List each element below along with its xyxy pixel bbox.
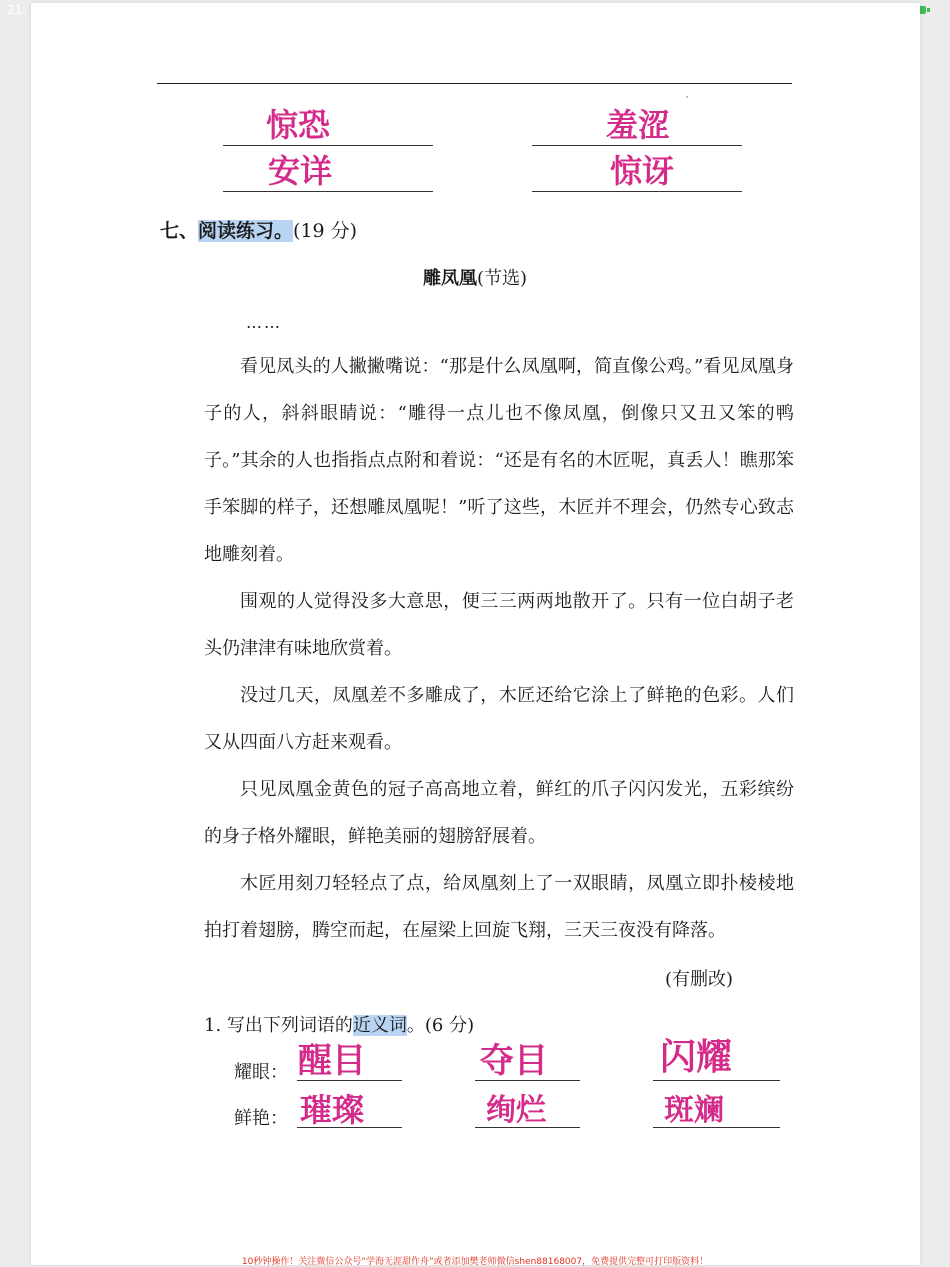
answer-line-top-1 bbox=[223, 145, 433, 146]
answer-line-row2-2 bbox=[475, 1127, 580, 1128]
answer-row2-1: 璀璨 bbox=[300, 1091, 365, 1129]
answer-line-row1-3 bbox=[653, 1080, 780, 1081]
answer-line-row2-3 bbox=[653, 1127, 780, 1128]
section-score: (19 分) bbox=[293, 220, 358, 242]
section-title-highlight: 阅读练习。 bbox=[198, 220, 294, 242]
story-body bbox=[204, 343, 794, 954]
story-paragraph: 围观的人觉得没多大意思，便三三两两地散开了。只有一位白胡子老头仍津津有味地欣赏着。 bbox=[204, 591, 794, 659]
answer-row1-2: 夺目 bbox=[480, 1041, 548, 1081]
story-paragraph: 没过几天，凤凰差不多雕成了，木匠还给它涂上了鲜艳的色彩。人们又从四面八方赶来观看。 bbox=[204, 685, 794, 753]
section-number: 七、 bbox=[160, 220, 199, 242]
question-1-highlight: 近义词 bbox=[352, 1015, 407, 1036]
source-note: (有删改) bbox=[665, 969, 734, 990]
answer-line-top-4 bbox=[532, 191, 742, 192]
question-1 bbox=[204, 1011, 474, 1037]
word-label-2: 鲜艳： bbox=[234, 1108, 288, 1129]
answer-top-2: 羞涩 bbox=[606, 106, 671, 144]
status-time: 21: bbox=[7, 3, 27, 17]
answer-row2-3: 斑斓 bbox=[664, 1093, 724, 1128]
question-1-suffix: 。(6 分) bbox=[406, 1015, 475, 1036]
answer-line-top-3 bbox=[223, 191, 433, 192]
stray-mark bbox=[686, 96, 688, 98]
story-title-main: 雕凤凰 bbox=[422, 268, 477, 289]
story-title-sub: (节选) bbox=[476, 268, 528, 289]
word-label-1: 耀眼： bbox=[234, 1062, 288, 1083]
answer-line-row2-1 bbox=[297, 1127, 402, 1128]
story-title bbox=[0, 264, 950, 290]
answer-line-row1-1 bbox=[297, 1080, 402, 1081]
footer-notice: 10秒钟操作！关注微信公众号“学海无涯甜作舟”或者添加樊老师微信shen88168007，免费提供完整可打印版资料！ bbox=[241, 1257, 709, 1267]
answer-top-4: 惊讶 bbox=[610, 152, 675, 190]
answer-row1-1: 醒目 bbox=[298, 1041, 366, 1081]
section-heading bbox=[160, 216, 357, 243]
battery-tip-icon bbox=[927, 8, 930, 12]
story-ellipsis: …… bbox=[246, 313, 282, 332]
answer-line-row1-2 bbox=[475, 1080, 580, 1081]
answer-line-top-2 bbox=[532, 145, 742, 146]
story-paragraph: 看见凤头的人撇撇嘴说：“那是什么凤凰啊，简直像公鸡。”看见凤凰身子的人，斜斜眼睛说：“雕得一点儿也不像凤凰，倒像只又丑又笨的鸭子。”其余的人也指指点点附和着说：“还是有名的木匠呢，真丢人！瞧那笨手笨脚的样子，还想雕凤凰呢！”听了这些，木匠并不理会，仍然专心致志地雕刻着。 bbox=[204, 356, 794, 565]
answer-top-3: 安详 bbox=[268, 152, 333, 190]
answer-row1-3: 闪耀 bbox=[660, 1037, 733, 1078]
answer-row2-2: 绚烂 bbox=[486, 1093, 546, 1128]
answer-top-1: 惊恐 bbox=[266, 106, 331, 144]
story-paragraph: 木匠用刻刀轻轻点了点，给凤凰刻上了一双眼睛，凤凰立即扑棱棱地拍打着翅膀，腾空而起，在屋梁上回旋飞翔，三天三夜没有降落。 bbox=[204, 873, 794, 941]
story-paragraph: 只见凤凰金黄色的冠子高高地立着，鲜红的爪子闪闪发光，五彩缤纷的身子格外耀眼，鲜艳美丽的翅膀舒展着。 bbox=[204, 779, 794, 847]
top-divider bbox=[157, 83, 792, 84]
question-1-prefix: 1. 写出下列词语的 bbox=[204, 1015, 353, 1036]
